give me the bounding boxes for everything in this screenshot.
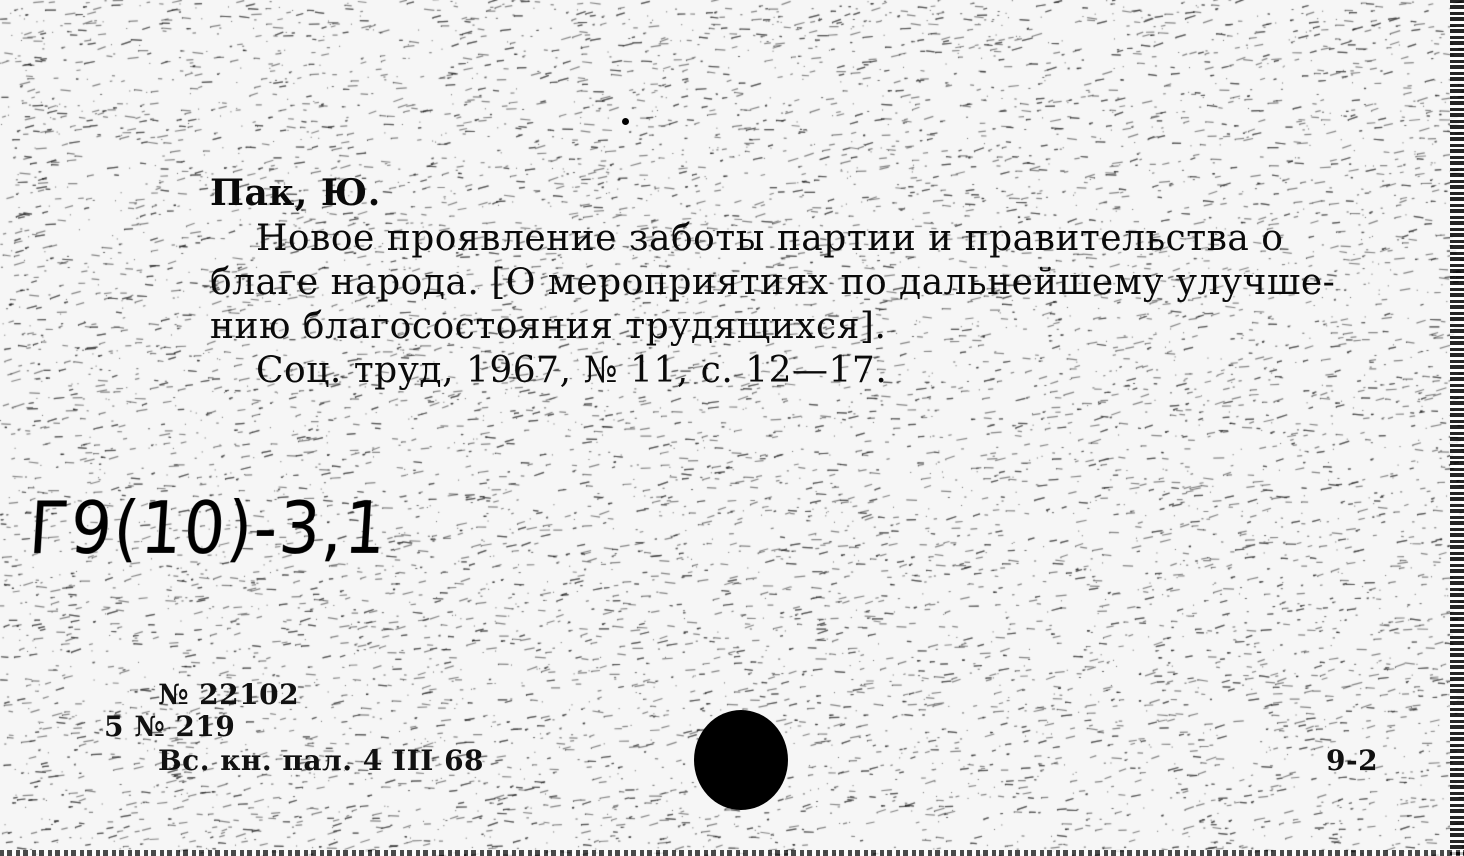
card-edge-bottom (0, 850, 1464, 856)
title-line-2: благе народа. [О мероприятиях по дальнейшему улучше- (210, 262, 1336, 303)
ink-speck (622, 118, 629, 125)
punch-hole (694, 710, 788, 810)
author-name: Пак, Ю. (210, 172, 381, 214)
title-line-3: нию благосостояния трудящихся]. (210, 306, 887, 347)
source-citation: Соц. труд, 1967, № 11, с. 12—17. (256, 350, 888, 391)
chamber-note: Вс. кн. пал. 4 III 68 (158, 744, 485, 777)
handwritten-shelf-mark: Г9(10)-3,1 (26, 486, 391, 570)
order-number: 5 № 219 (104, 710, 236, 743)
title-line-1: Новое проявление заботы партии и правительства о (256, 218, 1284, 259)
inventory-number: № 22102 (158, 678, 300, 711)
card-edge-right (1450, 0, 1464, 856)
card-number: 9-2 (1326, 744, 1379, 777)
